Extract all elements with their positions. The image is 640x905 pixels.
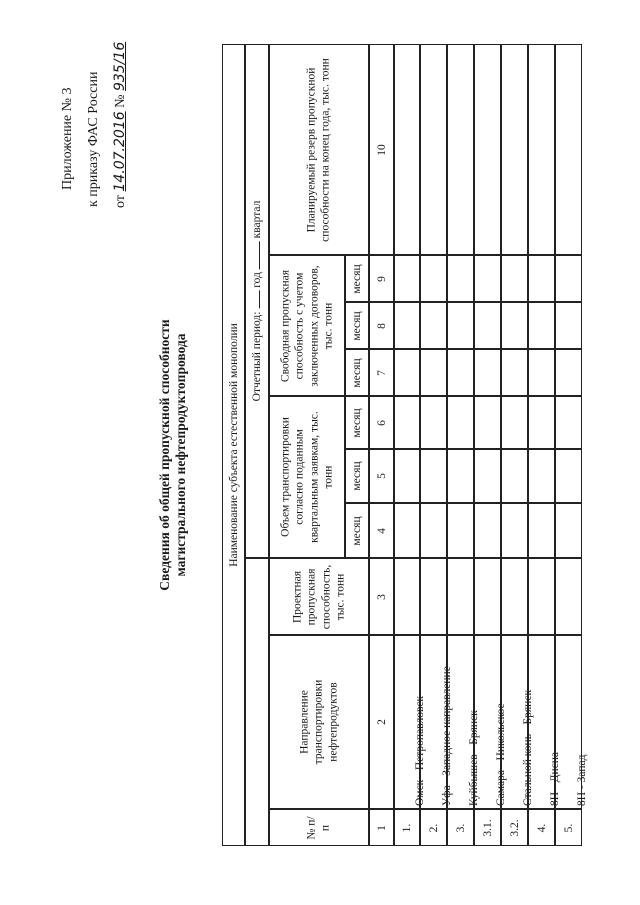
row-direction: Омск - Петропавловск xyxy=(414,695,426,806)
table-cell xyxy=(501,449,528,503)
period-year: год xyxy=(251,272,263,288)
header-design xyxy=(269,558,369,635)
table-cell xyxy=(420,449,447,503)
table-cell xyxy=(447,558,474,635)
colnum-text: 10 xyxy=(375,143,388,156)
table-cell xyxy=(420,302,447,349)
colnum-text: 8 xyxy=(375,322,388,329)
row-number: 5. xyxy=(562,823,575,832)
table-cell xyxy=(447,503,474,558)
header-num-label: № п/п xyxy=(305,815,332,840)
appendix-line2: к приказу ФАС России xyxy=(86,71,101,207)
row-number-cell xyxy=(420,809,447,846)
table-cell xyxy=(501,558,528,635)
header-free xyxy=(269,255,345,396)
table-cell xyxy=(501,349,528,396)
colnum-text: 3 xyxy=(375,593,388,600)
table-cell xyxy=(447,302,474,349)
table-cell xyxy=(394,44,420,255)
colnum-text: 1 xyxy=(375,824,388,831)
row-number-cell xyxy=(447,809,474,846)
row-direction: Уфа - Западное направление xyxy=(440,666,453,806)
row-direction: Самара - Никольское xyxy=(494,703,507,806)
table-cell xyxy=(474,449,501,503)
colnum-7 xyxy=(369,349,394,396)
colnum-text: 2 xyxy=(375,719,388,725)
table-cell xyxy=(474,558,501,635)
table-cell xyxy=(394,558,420,635)
colnum-6 xyxy=(369,396,394,449)
table-cell xyxy=(555,302,582,349)
month-label: месяц xyxy=(351,515,363,546)
table-cell xyxy=(528,349,555,396)
row-direction: Стальной конь - Брянск xyxy=(521,689,534,806)
row-number: 3.1. xyxy=(481,818,494,837)
colnum-text: 9 xyxy=(375,275,388,282)
header-design-label: Проектная пропускная способность, тыс. тонн xyxy=(291,564,347,629)
table-cell xyxy=(420,558,447,635)
colnum-text: 7 xyxy=(375,369,388,376)
document-title-line1: Сведения об общей пропускной способности xyxy=(157,319,172,591)
table-cell xyxy=(501,302,528,349)
row-direction-cell xyxy=(555,635,588,809)
colnum-3 xyxy=(369,558,394,635)
row-number-cell xyxy=(501,809,528,846)
table-cell xyxy=(528,558,555,635)
colnum-5 xyxy=(369,449,394,503)
table-cell xyxy=(501,396,528,449)
row-number-cell xyxy=(394,809,420,846)
month-label: месяц xyxy=(351,357,363,388)
table-cell xyxy=(447,396,474,449)
header-free-label: Свободная пропускная способность с учетом заключенных договоров, тыс. тонн xyxy=(279,264,335,387)
appendix-line3 xyxy=(113,42,128,208)
table-cell xyxy=(555,503,582,558)
month-label: месяц xyxy=(351,407,363,438)
table-cell xyxy=(420,396,447,449)
colnum-text: 6 xyxy=(375,419,388,426)
table-cell xyxy=(528,449,555,503)
table-cell xyxy=(447,349,474,396)
colnum-8 xyxy=(369,302,394,349)
table-cell xyxy=(501,44,528,255)
table-cell xyxy=(394,349,420,396)
appendix-line1: Приложение № 3 xyxy=(60,87,75,190)
row-number: 1. xyxy=(401,823,413,832)
row-direction: Куйбышев - Брянск xyxy=(467,710,480,806)
row-number: 3. xyxy=(454,823,467,832)
table-cell xyxy=(528,255,555,302)
month-header-7 xyxy=(345,349,369,396)
appendix-number-handwritten: 935/16 xyxy=(112,41,128,92)
table-cell xyxy=(555,44,582,255)
table-cell xyxy=(420,255,447,302)
appendix-number-sign: № xyxy=(113,94,128,108)
colnum-text: 4 xyxy=(375,527,388,534)
period-cell xyxy=(245,44,269,558)
table-cell xyxy=(474,503,501,558)
month-header-8 xyxy=(345,302,369,349)
row-direction-cell xyxy=(447,635,480,809)
appendix-date-handwritten: 14.07.2016 xyxy=(112,111,128,192)
table-cell xyxy=(474,44,501,255)
row-direction-cell xyxy=(474,635,507,809)
period-empty-cell xyxy=(245,558,269,846)
colnum-4 xyxy=(369,503,394,558)
row-direction: 8Н - Дисна xyxy=(548,752,561,806)
table-cell xyxy=(394,302,420,349)
header-reserve-label: Планируемый резерв пропускной способности на конец года, тыс. тонн xyxy=(305,57,332,242)
colnum-9 xyxy=(369,255,394,302)
table-cell xyxy=(474,396,501,449)
month-label: месяц xyxy=(351,461,363,491)
table-cell xyxy=(555,449,582,503)
table-cell xyxy=(447,255,474,302)
month-header-4 xyxy=(345,503,369,558)
row-number: 3.2. xyxy=(508,818,521,837)
row-number-cell xyxy=(555,809,582,846)
table-cell xyxy=(420,349,447,396)
table-cell xyxy=(501,503,528,558)
table-cell xyxy=(394,255,420,302)
colnum-text: 5 xyxy=(375,473,388,479)
row-direction-cell xyxy=(528,635,561,809)
month-label: месяц xyxy=(351,263,363,294)
table-cell xyxy=(394,396,420,449)
row-number: 4. xyxy=(535,823,548,832)
document-title xyxy=(157,300,189,610)
subject-name-label: Наименование субъекта естественной монополии xyxy=(227,323,240,567)
row-direction-cell xyxy=(394,635,426,809)
table-cell xyxy=(501,255,528,302)
month-header-5 xyxy=(345,449,369,503)
row-number-cell xyxy=(528,809,555,846)
table-cell xyxy=(447,449,474,503)
table-cell xyxy=(528,302,555,349)
header-direction-label: Направление транспортировки нефтепродуктов xyxy=(298,679,340,765)
row-direction-cell xyxy=(420,635,453,809)
period-label: Отчетный период: xyxy=(251,311,263,402)
subject-name-cell xyxy=(222,44,245,846)
table-cell xyxy=(528,396,555,449)
table-cell xyxy=(420,503,447,558)
table-cell xyxy=(528,44,555,255)
month-label: месяц xyxy=(351,310,363,341)
table-cell xyxy=(555,255,582,302)
table-cell xyxy=(394,449,420,503)
row-number-cell xyxy=(474,809,501,846)
table-cell xyxy=(447,44,474,255)
table-cell xyxy=(528,503,555,558)
row-direction: 8Н - Запад xyxy=(575,754,588,806)
table-cell xyxy=(555,558,582,635)
colnum-2 xyxy=(369,635,394,809)
month-header-6 xyxy=(345,396,369,449)
document-title-line2: магистрального нефтепродуктопровода xyxy=(173,333,189,577)
header-direction xyxy=(269,635,369,809)
header-volume xyxy=(269,396,345,558)
appendix-date-prefix: от xyxy=(113,195,128,208)
table-cell xyxy=(474,302,501,349)
row-direction-cell xyxy=(501,635,534,809)
table-cell xyxy=(420,44,447,255)
colnum-10 xyxy=(369,44,394,255)
header-volume-label: Объем транспортировки согласно поданным квартальным заявкам, тыс. тонн xyxy=(279,411,335,543)
header-num xyxy=(269,809,369,846)
header-reserve xyxy=(269,44,369,255)
table-cell xyxy=(474,255,501,302)
table-cell xyxy=(474,349,501,396)
table-cell xyxy=(394,503,420,558)
table-cell xyxy=(555,396,582,449)
colnum-1 xyxy=(369,809,394,846)
table-cell xyxy=(555,349,582,396)
row-number: 2. xyxy=(427,823,440,832)
month-header-9 xyxy=(345,255,369,302)
period-quarter: квартал xyxy=(251,200,263,239)
